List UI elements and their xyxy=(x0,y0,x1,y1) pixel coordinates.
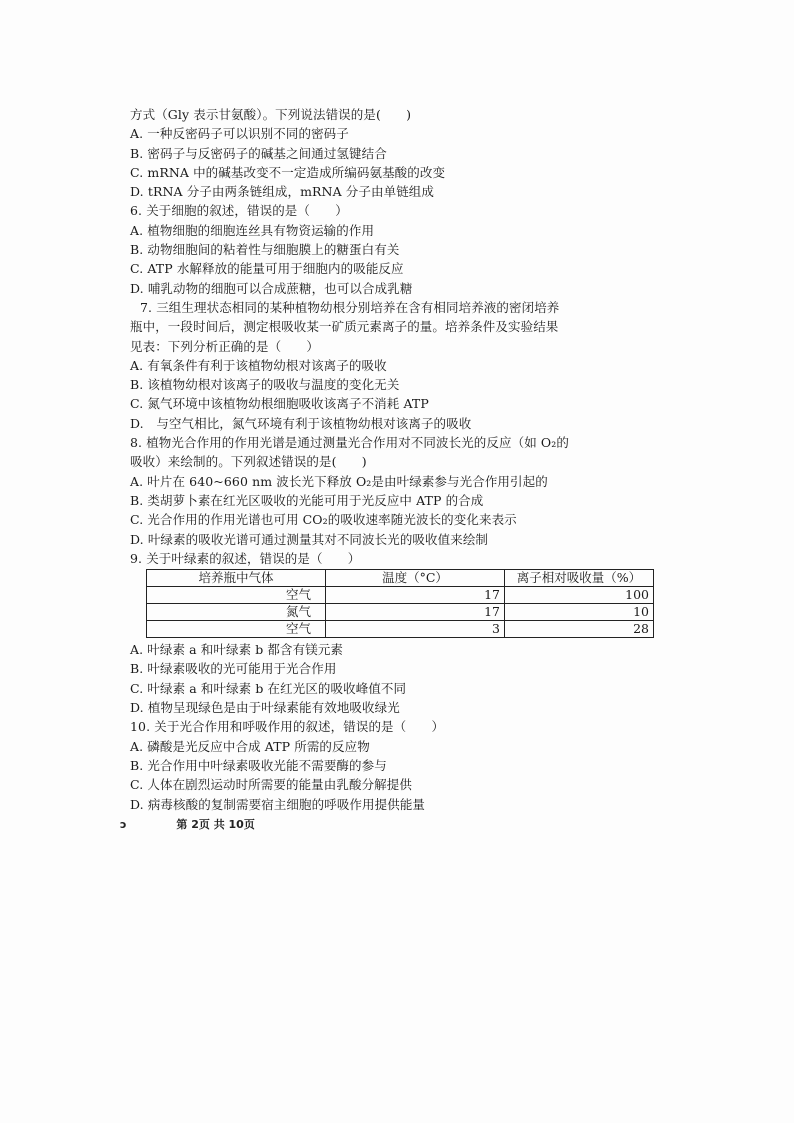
table-cell: 10 xyxy=(505,604,654,621)
question-7: 7. 三组生理状态相同的某种植物幼根分别培养在含有相同培养液的密闭培养 xyxy=(140,299,560,315)
option-c: C. 氮气环境中该植物幼根细胞吸收该离子不消耗 ATP xyxy=(130,396,429,412)
table-row xyxy=(147,604,654,621)
table-row xyxy=(147,587,654,604)
table-cell: 17 xyxy=(326,587,505,604)
table-cell: 17 xyxy=(326,604,505,621)
option-c: C. 人体在剧烈运动时所需要的能量由乳酸分解提供 xyxy=(130,777,412,793)
option-b: B. 动物细胞间的粘着性与细胞膜上的糖蛋白有关 xyxy=(130,242,400,258)
table-header: 离子相对吸收量（%） xyxy=(505,570,654,587)
option-d: D. 哺乳动物的细胞可以合成蔗糖，也可以合成乳糖 xyxy=(130,280,413,296)
option-d: D. 与空气相比，氮气环境有利于该植物幼根对该离子的吸收 xyxy=(130,415,472,431)
question-6: 6. 关于细胞的叙述，错误的是（ ） xyxy=(130,203,348,219)
table-header: 培养瓶中气体 xyxy=(147,570,326,587)
option-b: B. 类胡萝卜素在红光区吸收的光能可用于光反应中 ATP 的合成 xyxy=(130,492,484,508)
text-line: 吸收）来绘制的。下列叙述错误的是( ) xyxy=(130,454,367,470)
option-b: B. 叶绿素吸收的光可能用于光合作用 xyxy=(130,661,337,677)
table-cell: 28 xyxy=(505,621,654,638)
table-cell: 氮气 xyxy=(147,604,326,621)
option-d: D. 病毒核酸的复制需要宿主细胞的呼吸作用提供能量 xyxy=(130,796,426,812)
option-a: A. 磷酸是光反应中合成 ATP 所需的反应物 xyxy=(130,738,370,754)
question-text xyxy=(130,105,670,814)
option-d: D. tRNA 分子由两条链组成，mRNA 分子由单链组成 xyxy=(130,184,434,200)
table-cell: 100 xyxy=(505,587,654,604)
table-cell: 3 xyxy=(326,621,505,638)
option-a: A. 叶片在 640~660 nm 波长光下释放 O₂是由叶绿素参与光合作用引起的 xyxy=(130,473,548,489)
table-cell: 空气 xyxy=(147,587,326,604)
option-c: C. 光合作用的作用光谱也可用 CO₂的吸收速率随光波长的变化来表示 xyxy=(130,512,517,528)
option-d: D. 植物呈现绿色是由于叶绿素能有效地吸收绿光 xyxy=(130,700,400,716)
option-a: A. 叶绿素 a 和叶绿素 b 都含有镁元素 xyxy=(130,642,344,658)
option-c: C. mRNA 中的碱基改变不一定造成所编码氨基酸的改变 xyxy=(130,164,446,180)
table-header: 温度（°C） xyxy=(326,570,505,587)
experiment-table xyxy=(146,569,654,638)
scan-mark: ↄ xyxy=(120,818,127,831)
text-line: 见表：下列分析正确的是（ ） xyxy=(130,338,320,354)
text-line: 瓶中，一段时间后，测定根吸收某一矿质元素离子的量。培养条件及实验结果 xyxy=(130,319,559,335)
page-number: 第 2页 共 10页 xyxy=(176,818,255,831)
table-cell: 空气 xyxy=(147,621,326,638)
option-a: A. 一种反密码子可以识别不同的密码子 xyxy=(130,126,349,142)
page-footer xyxy=(120,816,255,832)
table-row xyxy=(147,621,654,638)
option-b: B. 该植物幼根对该离子的吸收与温度的变化无关 xyxy=(130,377,400,393)
option-c: C. ATP 水解释放的能量可用于细胞内的吸能反应 xyxy=(130,261,404,277)
option-a: A. 有氧条件有利于该植物幼根对该离子的吸收 xyxy=(130,357,387,373)
text-line: 方式（Gly 表示甘氨酸）。下列说法错误的是( ) xyxy=(130,107,412,122)
question-9: 9. 关于叶绿素的叙述，错误的是（ ） xyxy=(130,550,361,566)
table-header-row xyxy=(147,570,654,587)
option-b: B. 密码子与反密码子的碱基之间通过氢键结合 xyxy=(130,145,387,161)
question-10: 10. 关于光合作用和呼吸作用的叙述，错误的是（ ） xyxy=(130,719,445,735)
option-b: B. 光合作用中叶绿素吸收光能不需要酶的参与 xyxy=(130,757,387,773)
option-c: C. 叶绿素 a 和叶绿素 b 在红光区的吸收峰值不同 xyxy=(130,680,407,696)
option-d: D. 叶绿素的吸收光谱可通过测量其对不同波长光的吸收值来绘制 xyxy=(130,531,489,547)
question-8: 8. 植物光合作用的作用光谱是通过测量光合作用对不同波长光的反应（如 O₂的 xyxy=(130,435,569,451)
option-a: A. 植物细胞的细胞连丝具有物资运输的作用 xyxy=(130,222,375,238)
